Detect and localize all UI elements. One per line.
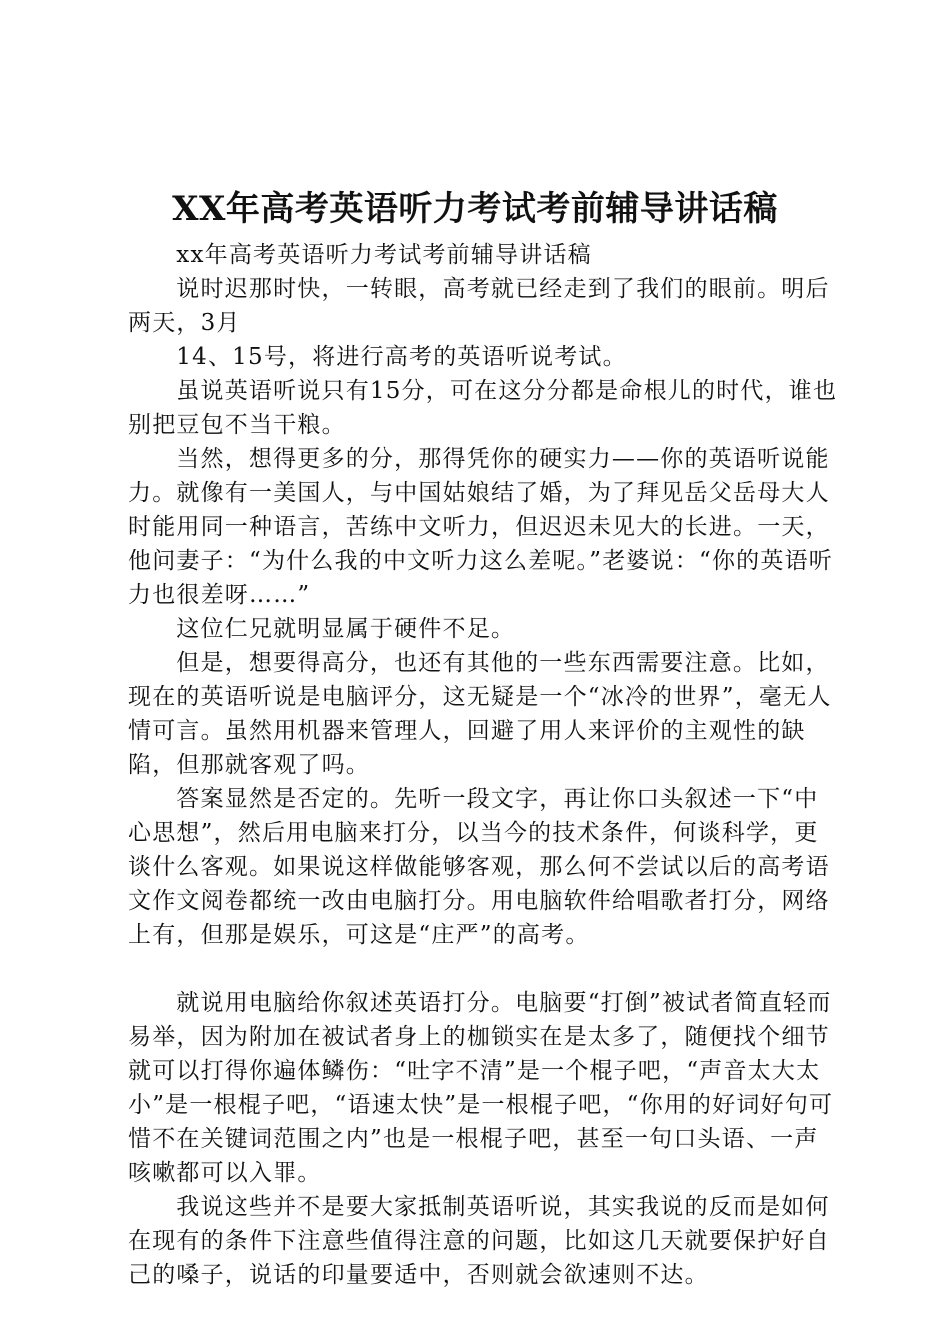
paragraph-subtitle: xx年高考英语听力考试考前辅导讲话稿 <box>176 242 592 268</box>
paragraph-advice: 我说这些并不是要大家抵制英语听说，其实我说的反而是如何在现有的条件下注意些值得注意的问题，比如这几天就要保护好自己的嗓子，说话的印量要适中，否则就会欲速则不达。 <box>128 1194 830 1288</box>
paragraph-hardware: 这位仁兄就明显属于硬件不足。 <box>176 616 516 642</box>
paragraph-answer: 答案显然是否定的。先听一段文字，再让你口头叙述一下“中心思想”，然后用电脑来打分，以当今的技术条件，何谈科学，更谈什么客观。如果说这样做能够客观，那么何不尝试以后的高考语文作文阅卷都统一改由电脑打分。用电脑软件给唱歌者打分，网络上有，但那是娱乐，可这是“庄严”的高考。 <box>128 786 830 948</box>
paragraph-computer-scoring: 但是，想要得高分，也还有其他的一些东西需要注意。比如，现在的英语听说是电脑评分，这无疑是一个“冰冷的世界”，毫无人情可言。虽然用机器来管理人，回避了用人来评价的主观性的缺陷，但那就客观了吗。 <box>128 650 832 778</box>
paragraph-exam-dates: 14、15号，将进行高考的英语听说考试。 <box>176 344 627 370</box>
document-title: XX年高考英语听力考试考前辅导讲话稿 <box>172 189 778 229</box>
paragraph-anecdote: 当然，想得更多的分，那得凭你的硬实力——你的英语听说能力。就像有一美国人，与中国姑娘结了婚，为了拜见岳父岳母大人时能用同一种语言，苦练中文听力，但迟迟未见大的长进。一天，他问妻子：“为什么我的中文听力这么差呢。”老婆说：“你的英语听力也很差呀……” <box>128 446 833 608</box>
document-body <box>128 238 838 1292</box>
paragraph-sticks: 就说用电脑给你叙述英语打分。电脑要“打倒”被试者简直轻而易举，因为附加在被试者身上的枷锁实在是太多了，随便找个细节就可以打得你遍体鳞伤：“吐字不清”是一个棍子吧，“声音太大太小”是一根棍子吧，“语速太快”是一根棍子吧，“你用的好词好句可惜不在关键词范围之内”也是一根棍子吧，甚至一句口头语、一声咳嗽都可以入罪。 <box>128 990 834 1186</box>
paragraph-score: 虽说英语听说只有15分，可在这分分都是命根儿的时代，谁也别把豆包不当干粮。 <box>128 378 838 438</box>
paragraph-intro: 说时迟那时快，一转眼，高考就已经走到了我们的眼前。明后两天，3月 <box>128 276 830 336</box>
